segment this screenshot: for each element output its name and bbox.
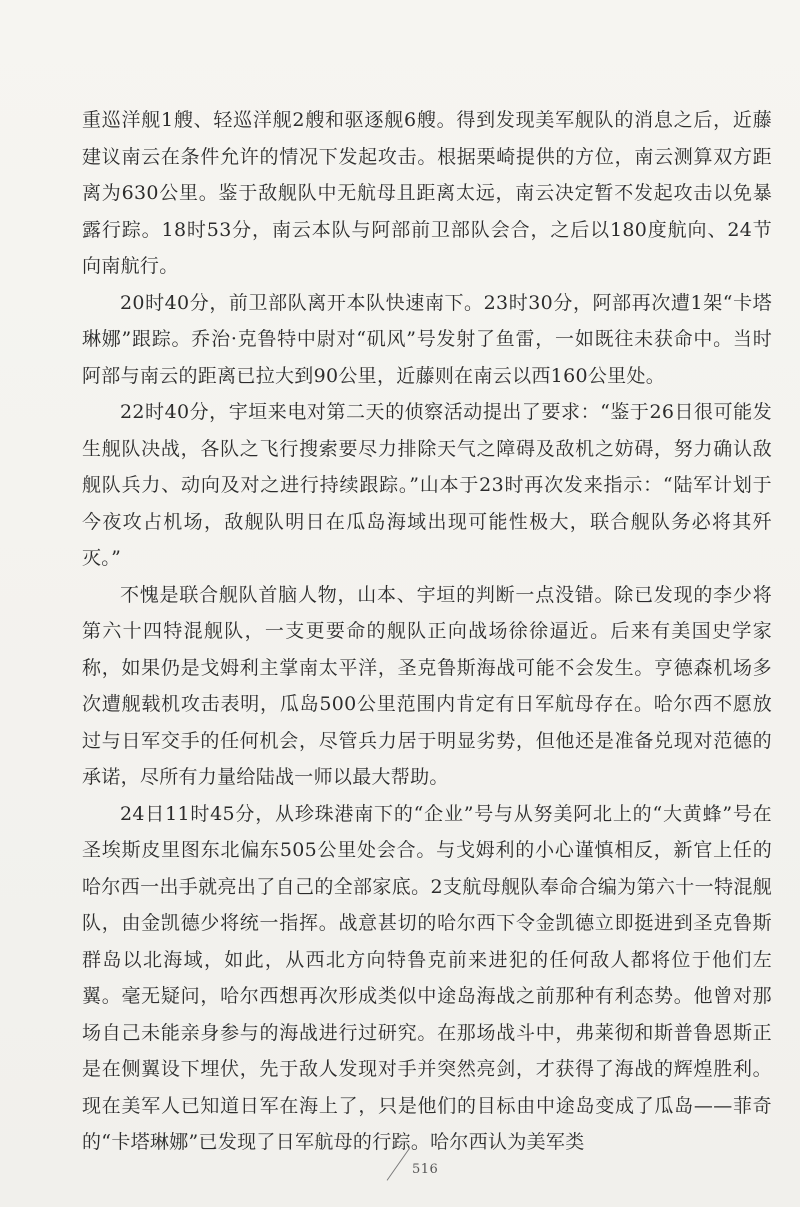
footer-slash-ornament bbox=[387, 1147, 411, 1180]
paragraph-4: 不愧是联合舰队首脑人物，山本、宇垣的判断一点没错。除已发现的李少将第六十四特混舰队，一支更要命的舰队正向战场徐徐逼近。后来有美国史学家称，如果仍是戈姆利主掌南太平洋，圣克鲁斯海战可能不会发生。亨德森机场多次遭舰载机攻击表明，瓜岛500公里范围内肯定有日军航母存在。哈尔西不愿放过与日军交手的任何机会，尽管兵力居于明显劣势，但他还是准备兑现对范德的承诺，尽所有力量给陆战一师以最大帮助。 bbox=[82, 583, 772, 788]
page-footer bbox=[0, 1140, 800, 1190]
paragraph-3: 22时40分，宇垣来电对第二天的侦察活动提出了要求：“鉴于26日很可能发生舰队决战，各队之飞行搜索要尽力排除天气之障碍及敌机之妨碍，努力确认敌舰队兵力、动向及对之进行持续跟踪。”山本于23时再次发来指示：“陆军计划于今夜攻占机场，敌舰队明日在瓜岛海域出现可能性极大，联合舰队务必将其歼灭。” bbox=[82, 401, 772, 569]
paragraph-2: 20时40分，前卫部队离开本队快速南下。23时30分，阿部再次遭1架“卡塔琳娜”跟踪。乔治·克鲁特中尉对“矶风”号发射了鱼雷，一如既往未获命中。当时阿部与南云的距离已拉大到90公里，近藤则在南云以西160公里处。 bbox=[82, 291, 772, 387]
paragraph-1: 重巡洋舰1艘、轻巡洋舰2艘和驱逐舰6艘。得到发现美军舰队的消息之后，近藤建议南云在条件允许的情况下发起攻击。根据栗崎提供的方位，南云测算双方距离为630公里。鉴于敌舰队中无航母且距离太远，南云决定暂不发起攻击以免暴露行踪。18时53分，南云本队与阿部前卫部队会合，之后以180度航向、24节向南航行。 bbox=[82, 109, 772, 277]
body-text bbox=[82, 102, 772, 1161]
paragraph-5: 24日11时45分，从珍珠港南下的“企业”号与从努美阿北上的“大黄蜂”号在圣埃斯皮里图东北偏东505公里处会合。与戈姆利的小心谨慎相反，新官上任的哈尔西一出手就亮出了自己的全部家底。2支航母舰队奉命合编为第六十一特混舰队，由金凯德少将统一指挥。战意甚切的哈尔西下令金凯德立即挺进到圣克鲁斯群岛以北海域，如此，从西北方向特鲁克前来进犯的任何敌人都将位于他们左翼。毫无疑问，哈尔西想再次形成类似中途岛海战之前那种有利态势。他曾对那场自己未能亲身参与的海战进行过研究。在那场战斗中，弗莱彻和斯普鲁恩斯正是在侧翼设下埋伏，先于敌人发现对手并突然亮剑，才获得了海战的辉煌胜利。现在美军人已知道日军在海上了，只是他们的目标由中途岛变成了瓜岛——菲奇的“卡塔琳娜”已发现了日军航母的行踪。哈尔西认为美军类 bbox=[82, 802, 772, 1153]
page-number: 516 bbox=[412, 1162, 439, 1177]
